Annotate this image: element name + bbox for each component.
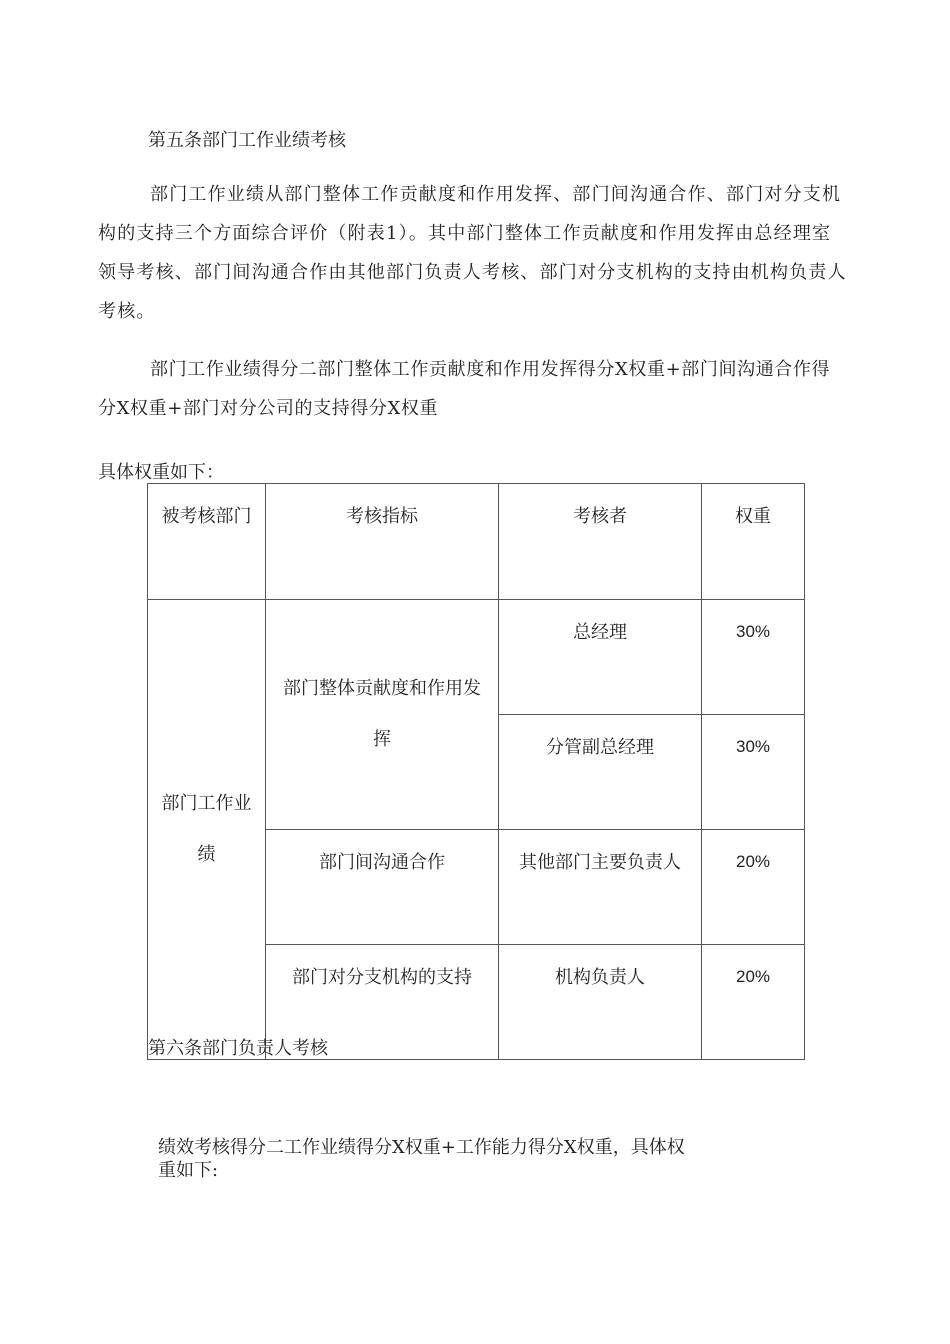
assessor-cell: 总经理 [499,600,702,715]
department-name: 部门工作业绩 [161,793,252,865]
weight-cell: 20% [702,945,805,1060]
header-indicator: 考核指标 [266,484,499,600]
weights-intro: 具体权重如下： [98,462,224,483]
indicator-cell: 部门对分支机构的支持 [266,945,499,1060]
header-weight: 权重 [702,484,805,600]
table-header-row [148,484,805,600]
paragraph-line: 重如下: [158,1160,219,1181]
article-6-title: 第六条部门负责人考核 [148,1038,328,1059]
weight-cell: 20% [702,830,805,945]
assessor-cell: 机构负责人 [499,945,702,1060]
weights-table [147,483,805,1060]
paragraph-line: 构的支持三个方面综合评价（附表1）。其中部门整体工作贡献度和作用发挥由总经理室 [98,223,832,244]
department-cell [148,600,266,1060]
indicator-cell [266,600,499,830]
weight-cell: 30% [702,600,805,715]
paragraph-line: 领导考核、部门间沟通合作由其他部门负责人考核、部门对分支机构的支持由机构负责人 [98,262,847,283]
paragraph-line: 考核。 [98,301,156,322]
formula-line: 部门工作业绩得分二部门整体工作贡献度和作用发挥得分X权重+部门间沟通合作得 [150,359,831,380]
article-5-title: 第五条部门工作业绩考核 [148,130,346,151]
indicator-name: 部门整体贡献度和作用发挥 [283,678,481,750]
table-row [148,600,805,715]
paragraph-line: 部门工作业绩从部门整体工作贡献度和作用发挥、部门间沟通合作、部门对分支机 [150,184,842,205]
weight-cell: 30% [702,715,805,830]
assessor-cell: 其他部门主要负责人 [499,830,702,945]
formula-line: 分X权重+部门对分公司的支持得分X权重 [98,398,439,419]
paragraph-line: 绩效考核得分二工作业绩得分X权重+工作能力得分X权重，具体权 [158,1137,685,1158]
assessor-cell: 分管副总经理 [499,715,702,830]
header-assessor: 考核者 [499,484,702,600]
indicator-cell: 部门间沟通合作 [266,830,499,945]
header-department: 被考核部门 [148,484,266,600]
